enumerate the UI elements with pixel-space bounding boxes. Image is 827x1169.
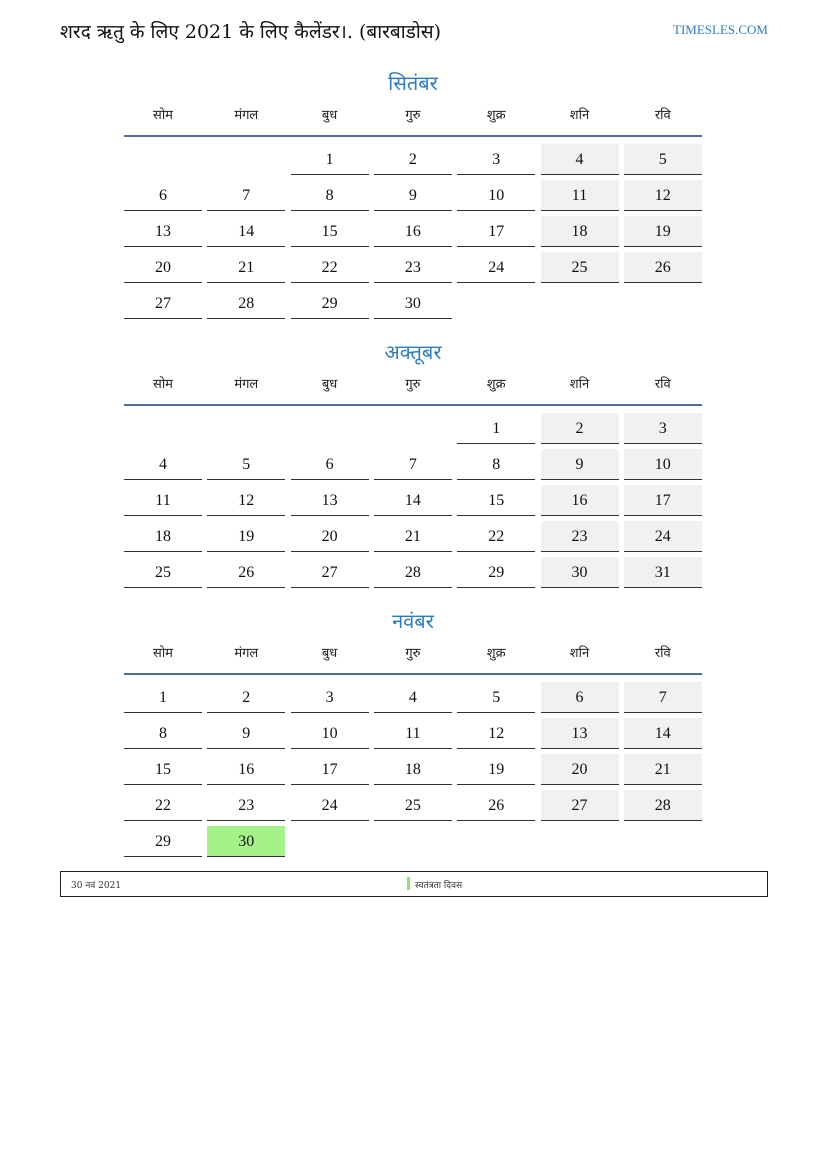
day-cell: 13 <box>291 485 369 516</box>
day-cell: 11 <box>124 485 202 516</box>
day-cell: 22 <box>457 521 535 552</box>
day-cell: 15 <box>457 485 535 516</box>
day-cell: 19 <box>457 754 535 785</box>
weekday-label: मंगल <box>234 377 259 392</box>
day-cell: 2 <box>541 413 619 444</box>
day-cell: 19 <box>624 216 702 247</box>
day-cell: 24 <box>457 252 535 283</box>
day-cell: 17 <box>457 216 535 247</box>
day-cell: 18 <box>541 216 619 247</box>
day-cell: 24 <box>291 790 369 821</box>
weekday-label: सोम <box>153 108 173 123</box>
weekday-header-row <box>124 368 702 406</box>
day-cell: 23 <box>541 521 619 552</box>
day-cell: 13 <box>124 216 202 247</box>
day-cell: 9 <box>207 718 285 749</box>
day-cell: 14 <box>624 718 702 749</box>
day-cell: 31 <box>624 557 702 588</box>
day-cell: 1 <box>124 682 202 713</box>
weekday-label: गुरु <box>405 108 421 123</box>
weekday-header-row <box>124 99 702 137</box>
day-cell: 30 <box>541 557 619 588</box>
day-cell: 26 <box>457 790 535 821</box>
weekday-label: सोम <box>153 377 173 392</box>
day-cell: 29 <box>457 557 535 588</box>
weekday-label: बुध <box>321 108 338 123</box>
day-cell: 29 <box>291 288 369 319</box>
weekday-label: शुक्र <box>486 646 506 661</box>
day-cell: 3 <box>624 413 702 444</box>
month-block <box>124 336 702 581</box>
weekday-label: शनि <box>569 377 590 392</box>
day-cell: 20 <box>124 252 202 283</box>
day-cell: 28 <box>374 557 452 588</box>
page-title: शरद ऋतु के लिए 2021 के लिए कैलेंडर।. (बारबाडोस) <box>60 21 442 43</box>
day-cell: 16 <box>374 216 452 247</box>
day-cell: 4 <box>374 682 452 713</box>
day-cell: 5 <box>457 682 535 713</box>
day-cell: 2 <box>207 682 285 713</box>
weekday-label: सोम <box>153 646 173 661</box>
weekday-label: शुक्र <box>486 108 506 123</box>
day-cell: 30 <box>374 288 452 319</box>
day-cell: 2 <box>374 144 452 175</box>
weekday-label: गुरु <box>405 377 421 392</box>
weekday-label: रवि <box>654 108 671 123</box>
day-cell: 19 <box>207 521 285 552</box>
day-cell: 6 <box>291 449 369 480</box>
day-cell: 7 <box>624 682 702 713</box>
day-cell: 8 <box>124 718 202 749</box>
day-cell: 8 <box>457 449 535 480</box>
site-link[interactable]: TIMESLES.COM <box>673 22 768 37</box>
day-cell: 28 <box>624 790 702 821</box>
day-cell: 21 <box>624 754 702 785</box>
day-cell-holiday: 30 <box>207 826 285 857</box>
day-cell: 3 <box>291 682 369 713</box>
page-header <box>60 18 768 48</box>
weekday-label: शनि <box>569 646 590 661</box>
day-cell: 26 <box>207 557 285 588</box>
day-cell: 13 <box>541 718 619 749</box>
day-cell: 5 <box>207 449 285 480</box>
day-cell: 11 <box>541 180 619 211</box>
weekday-label: रवि <box>654 377 671 392</box>
day-cell: 18 <box>124 521 202 552</box>
day-cell: 16 <box>541 485 619 516</box>
weekday-label: शनि <box>569 108 590 123</box>
day-cell: 10 <box>457 180 535 211</box>
legend-date: 30 नवं 2021 <box>71 881 122 891</box>
day-cell: 1 <box>457 413 535 444</box>
day-cell: 1 <box>291 144 369 175</box>
legend-color-marker <box>407 877 410 890</box>
day-cell: 23 <box>207 790 285 821</box>
holiday-legend <box>60 871 768 897</box>
day-cell: 4 <box>124 449 202 480</box>
day-cell: 28 <box>207 288 285 319</box>
day-cell: 10 <box>291 718 369 749</box>
day-cell: 6 <box>541 682 619 713</box>
weekday-label: मंगल <box>234 108 259 123</box>
month-title: सितंबर <box>388 71 438 95</box>
weekday-label: रवि <box>654 646 671 661</box>
weekday-header-row <box>124 637 702 675</box>
weekday-label: बुध <box>321 646 338 661</box>
day-cell: 27 <box>291 557 369 588</box>
day-cell: 5 <box>624 144 702 175</box>
day-cell: 20 <box>291 521 369 552</box>
day-cell: 17 <box>624 485 702 516</box>
day-cell: 8 <box>291 180 369 211</box>
day-cell: 25 <box>541 252 619 283</box>
month-block <box>124 605 702 850</box>
month-title: नवंबर <box>392 609 434 633</box>
day-cell: 18 <box>374 754 452 785</box>
day-cell: 25 <box>374 790 452 821</box>
legend-holiday-name: स्वतंत्रता दिवस <box>415 881 463 891</box>
day-cell: 27 <box>124 288 202 319</box>
day-cell: 22 <box>124 790 202 821</box>
day-cell: 11 <box>374 718 452 749</box>
day-cell: 23 <box>374 252 452 283</box>
day-cell: 21 <box>207 252 285 283</box>
day-cell: 25 <box>124 557 202 588</box>
day-cell: 12 <box>457 718 535 749</box>
day-cell: 21 <box>374 521 452 552</box>
day-cell: 12 <box>624 180 702 211</box>
day-cell: 26 <box>624 252 702 283</box>
day-cell: 24 <box>624 521 702 552</box>
month-block <box>124 67 702 312</box>
day-cell: 22 <box>291 252 369 283</box>
day-cell: 6 <box>124 180 202 211</box>
day-cell: 16 <box>207 754 285 785</box>
day-cell: 27 <box>541 790 619 821</box>
weekday-label: गुरु <box>405 646 421 661</box>
weekday-label: मंगल <box>234 646 259 661</box>
day-cell: 7 <box>207 180 285 211</box>
day-cell: 17 <box>291 754 369 785</box>
day-cell: 9 <box>541 449 619 480</box>
weekday-label: शुक्र <box>486 377 506 392</box>
day-cell: 14 <box>207 216 285 247</box>
month-title: अक्तूबर <box>384 340 442 364</box>
day-cell: 14 <box>374 485 452 516</box>
day-cell: 15 <box>124 754 202 785</box>
day-cell: 20 <box>541 754 619 785</box>
day-cell: 12 <box>207 485 285 516</box>
day-cell: 29 <box>124 826 202 857</box>
day-cell: 9 <box>374 180 452 211</box>
day-cell: 15 <box>291 216 369 247</box>
day-cell: 10 <box>624 449 702 480</box>
weekday-label: बुध <box>321 377 338 392</box>
day-cell: 7 <box>374 449 452 480</box>
day-cell: 4 <box>541 144 619 175</box>
day-cell: 3 <box>457 144 535 175</box>
